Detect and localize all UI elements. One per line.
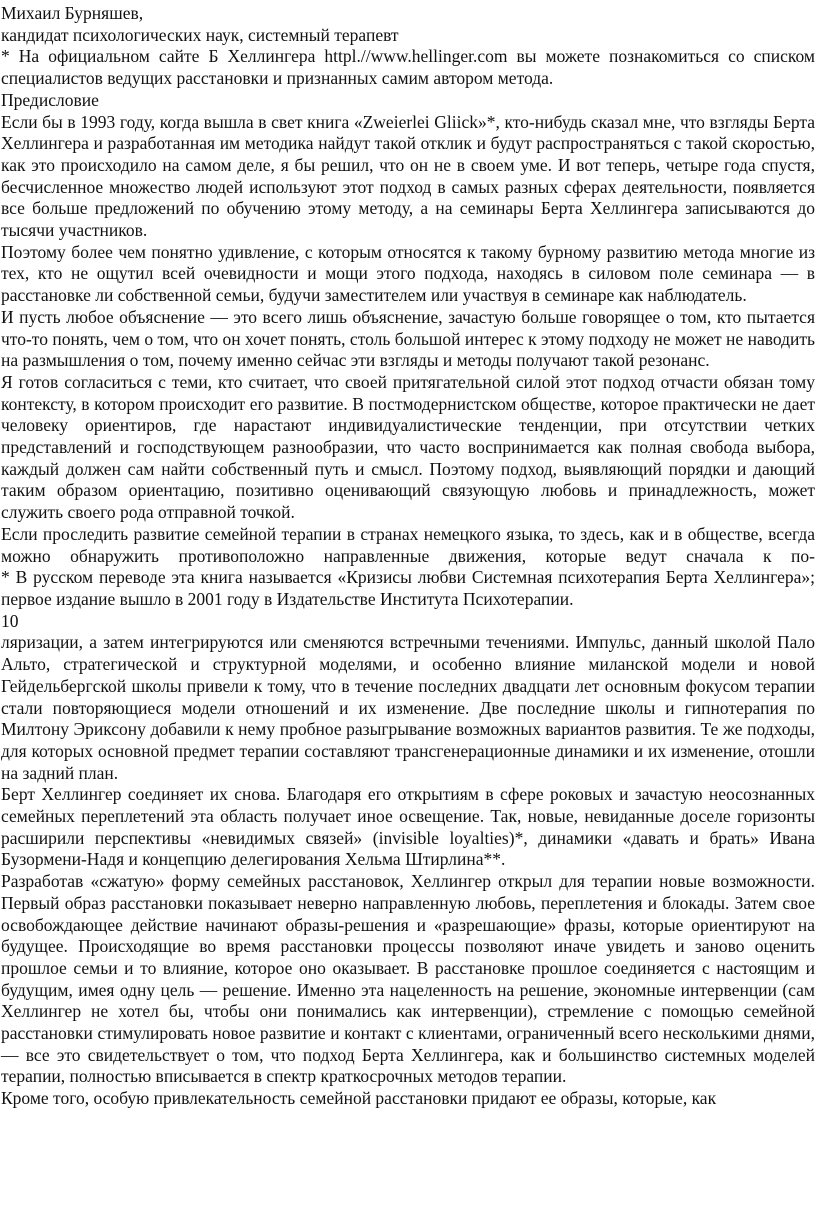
paragraph: Поэтому более чем понятно удивление, с которым относятся к такому бурному развитию метода многие из тех, кто не ощутил всей очевидности и мощи этого подхода, находясь в силовом поле семинара — в расстановке ли собственной семьи, будучи заместителем или участвуя в семинаре как наблюдатель. (1, 241, 815, 306)
paragraph: ляризации, а затем интегрируются или сменяются встречными течениями. Импульс, данный школой Пало Альто, стратегической и структурной моделями, и особенно влияние миланской модели и новой Гейдельбергской школы привели к тому, что в течение последних двадцати лет основным фокусом терапии стали повторяющиеся модели отношений и их изменение. Две последние школы и гипнотерапия по Милтону Эриксону добавили к нему пробное разыгрывание возможных вариантов развития. Те же подходы, для которых основной предмет терапии составляют трансгенерационные динамики и их изменение, отошли на задний план. (1, 632, 815, 783)
footnote-website: * На официальном сайте Б Хеллингера httpl.//www.hellinger.com вы можете познакомиться со списком специалистов ведущих расстановки и признанных самим автором метода. (1, 46, 815, 89)
paragraph: Если проследить развитие семейной терапии в странах немецкого языка, то здесь, как и в обществе, всегда можно обнаружить противоположно направленные движения, которые ведут сначала к по- (1, 523, 815, 566)
paragraph: Кроме того, особую привлекательность семейной расстановки придают ее образы, которые, как (1, 1088, 717, 1109)
paragraph: Разработав «сжатую» форму семейных расстановок, Хеллингер открыл для терапии новые возможности. Первый образ расстановки показывает неверно направленную любовь, переплетения и блокады. Затем свое освобождающее действие начинают образы-решения и «разрешающие» фразы, которые ориентируют на будущее. Происходящие во время расстановки процессы позволяют иначе увидеть и заново оценить прошлое семьи и то влияние, которое оно оказывает. В расстановке прошлое соединяется с настоящим и будущим, имея одну цель — решение. Именно эта нацеленность на решение, экономные интервенции (сам Хеллингер не хотел бы, чтобы они понимались как интервенции), стремление с помощью семейной расстановки стимулировать новое развитие и контакт с клиентами, ограниченный всего несколькими днями, — все это свидетельствует о том, что подход Берта Хеллингера, как и большинство системных моделей терапии, полностью вписывается в спектр краткосрочных методов терапии. (1, 871, 815, 1087)
paragraph: Если бы в 1993 году, когда вышла в свет книга «Zweierlei Gliick»*, кто-нибудь сказал мне, что взгляды Берта Хеллингера и разработанная им методика найдут такой отклик и будут распространяться с такой скоростью, как это происходило на самом деле, я бы решил, что он не в своем уме. И вот теперь, четыре года спустя, бесчисленное множество людей используют этот подход в самых разных сферах деятельности, появляется все больше предложений по обучению этому методу, а на семинары Берта Хеллингера записываются до тысячи участников. (1, 111, 815, 241)
footnote-book-translation: * В русском переводе эта книга называется «Кризисы любви Системная психотерапия Берта Хеллингера»; первое издание вышло в 2001 году в Издательстве Института Психотерапии. (1, 567, 815, 609)
section-heading: Предисловие (1, 89, 99, 110)
author-name: Михаил Бурняшев, (1, 3, 144, 23)
paragraph: Я готов согласиться с теми, кто считает, что своей притягательной силой этот подход отчасти обязан тому контексту, в котором происходит его развитие. В постмодернистском обществе, которое практически не дает человеку ориентиров, где нарастают индивидуалистические тенденции, при отсутствии четких представлений и господствующем разнообразии, что часто воспринимается как полная свобода выбора, каждый должен сам найти собственный путь и смысл. Поэтому подход, выявляющий порядки и дающий таким образом ориентацию, позитивно оценивающий связующую любовь и принадлежность, может служить своего рода отправной точкой. (1, 371, 815, 523)
author-title: кандидат психологических наук, системный терапевт (1, 24, 399, 45)
paragraph: И пусть любое объяснение — это всего лишь объяснение, зачастую больше говорящее о том, кто пытается что-то понять, чем о том, что он хочет понять, столь большой интерес к этому подходу не может не наводить на размышления о том, почему именно сейчас эти взгляды и методы получают такой резонанс. (1, 306, 815, 371)
page-number: 10 (1, 610, 19, 631)
paragraph: Берт Хеллингер соединяет их снова. Благодаря его открытиям в сфере роковых и зачастую неосознанных семейных переплетений эта область получает иное освещение. Так, новые, невиданные доселе горизонты расширили перспективы «невидимых связей» (invisible loyalties)*, динамики «давать и брать» Ивана Бузормени-Надя и концепцию делегирования Хельма Штирлина**. (1, 784, 815, 870)
